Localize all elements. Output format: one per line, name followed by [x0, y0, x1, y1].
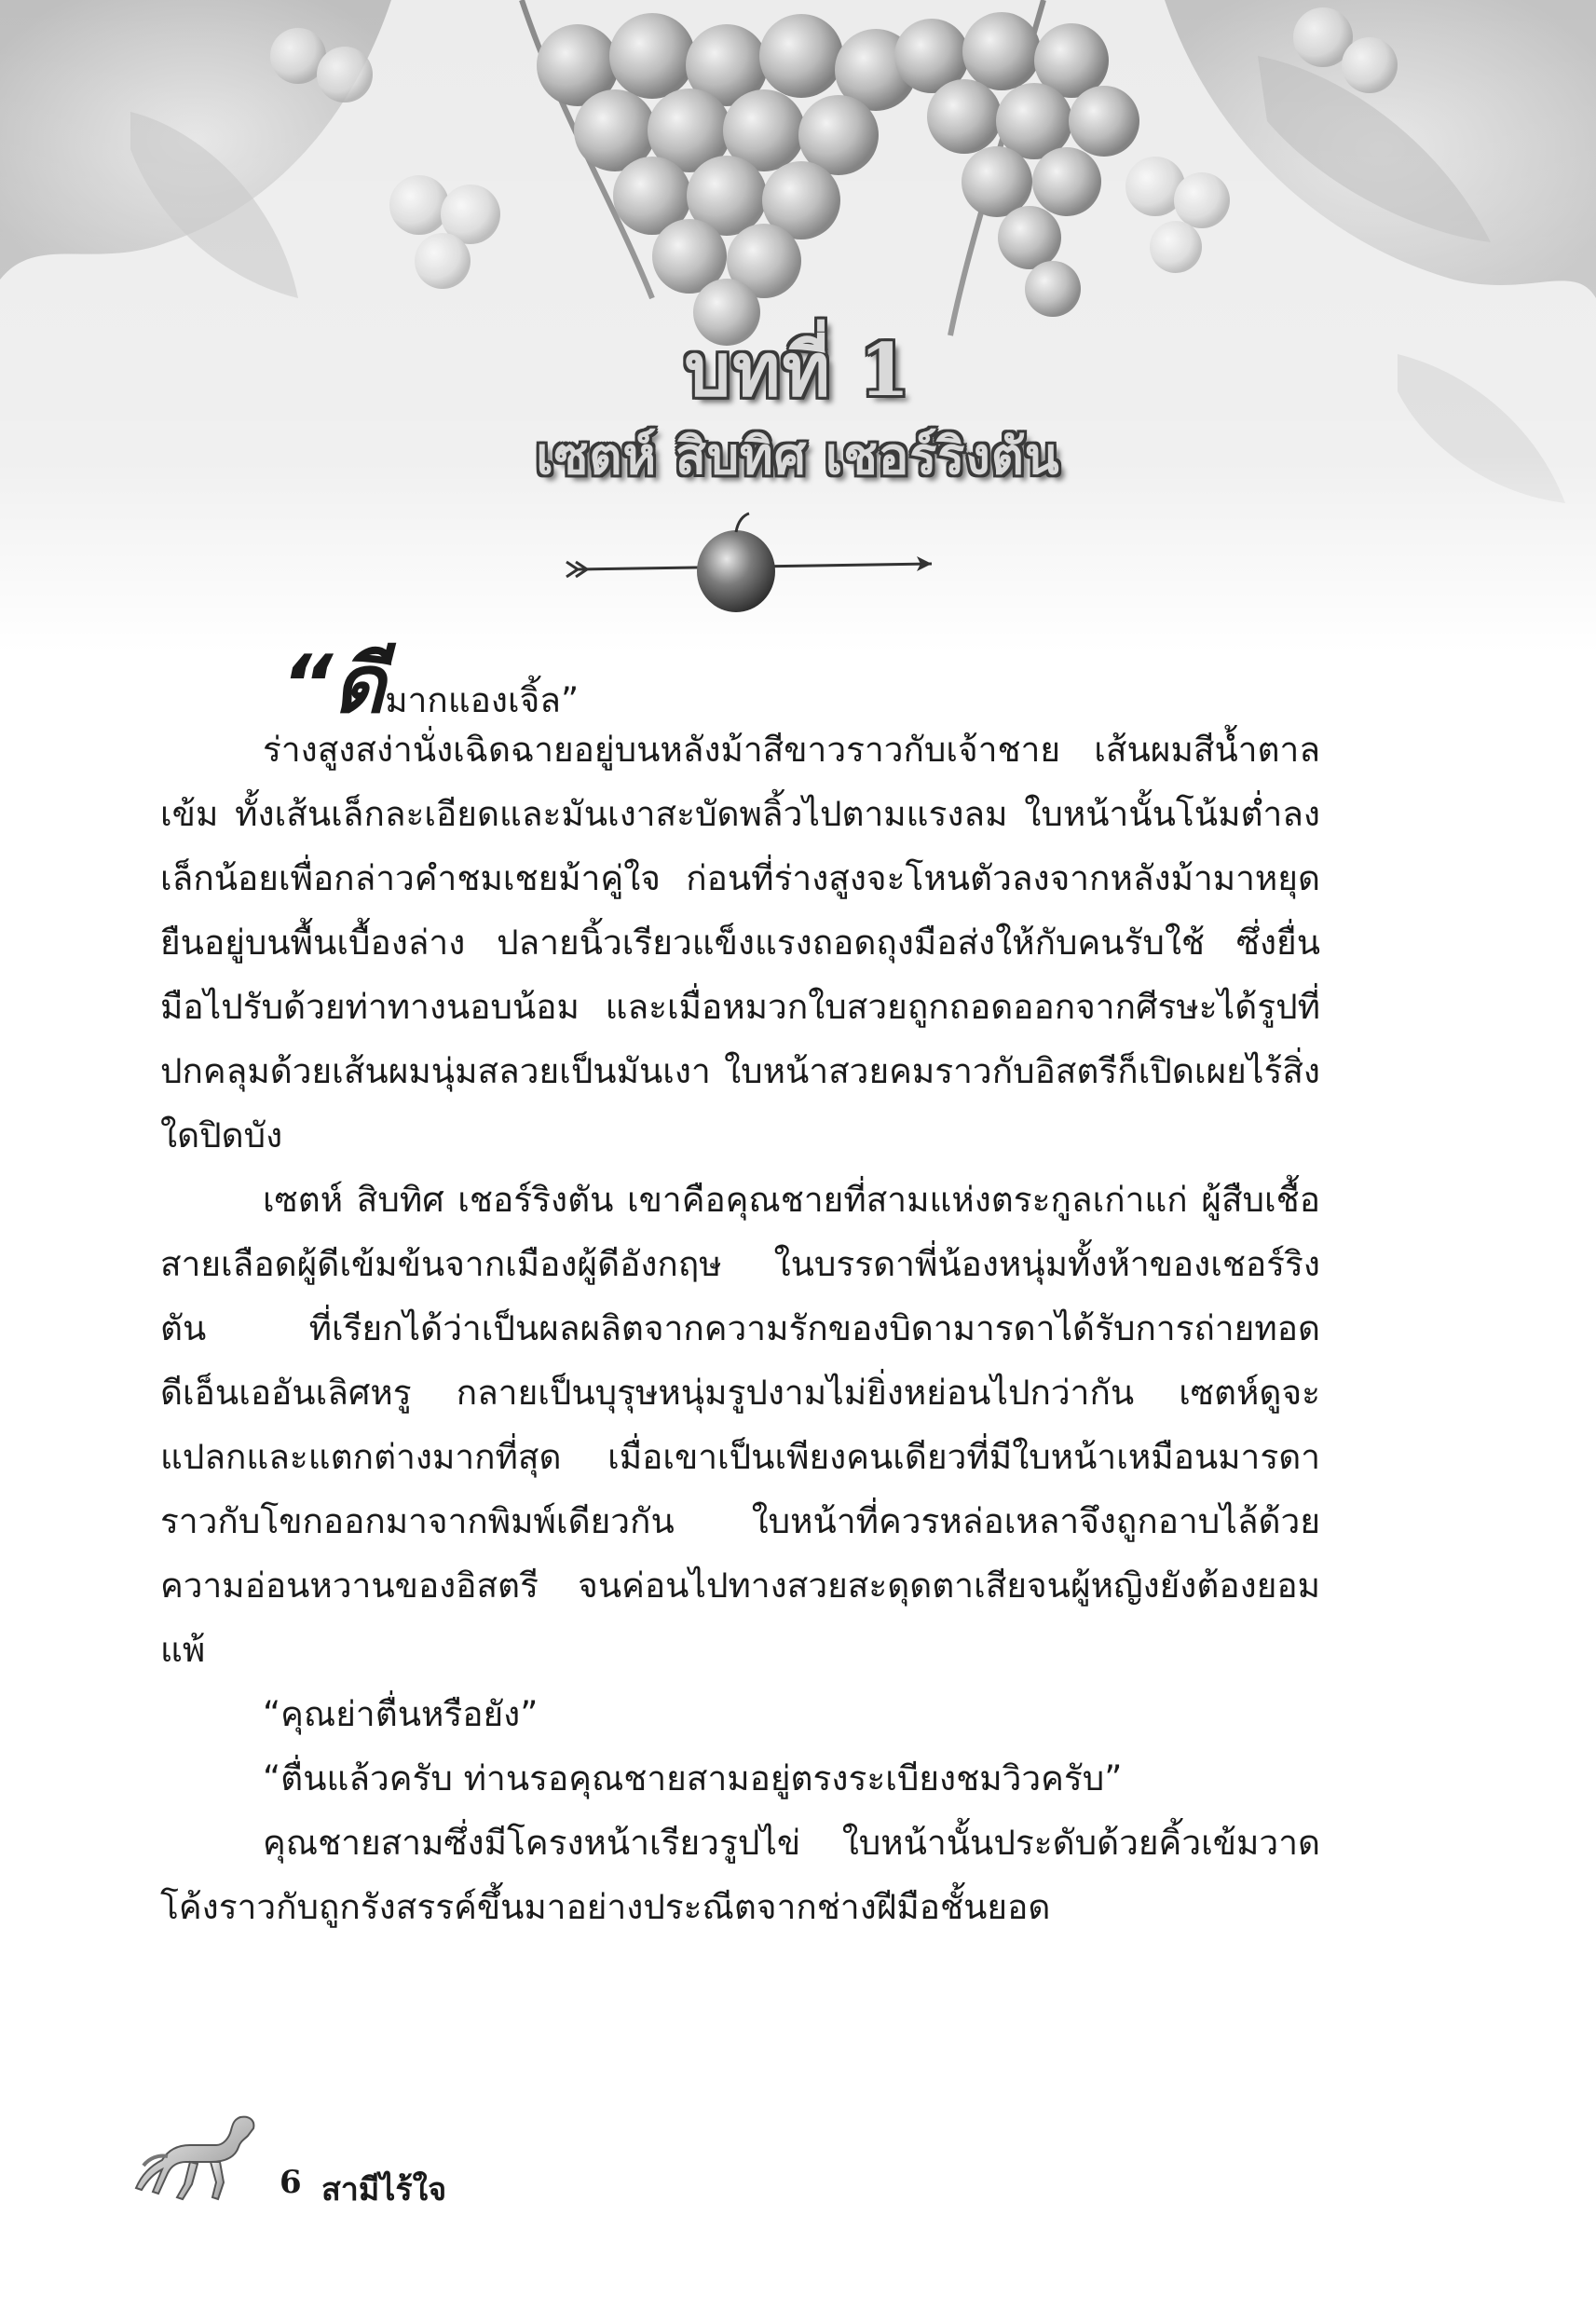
paragraph-1: ร่างสูงสง่านั่งเฉิดฉายอยู่บนหลังม้าสีขาวราวกับเจ้าชาย เส้นผมสีน้ำตาลเข้ม ทั้งเส้นเล็กละเอียดและมันเงาสะบัดพลิ้วไปตามแรงลม ใบหน้านั้นโน้มต่ำลงเล็กน้อยเพื่อกล่าวคำชมเชยม้าคู่ใจ ก่อนที่ร่างสูงจะโหนตัวลงจากหลังม้ามาหยุดยืนอยู่บนพื้นเบื้องล่าง ปลายนิ้วเรียวแข็งแรงถอดถุงมือส่งให้กับคนรับใช้ ซึ่งยื่นมือไปรับด้วยท่าทางนอบน้อม และเมื่อหมวกใบสวยถูกถอดออกจากศีรษะได้รูปที่ปกคลุมด้วยเส้นผมนุ่มสลวยเป็นมันเงา ใบหน้าสวยคมราวกับอิสตรีก็เปิดเผยไร้สิ่งใดปิดบัง: [160, 730, 1320, 1156]
opening-line: [160, 615, 1320, 732]
opening-quote-mark: “: [281, 638, 334, 732]
body-text: [160, 615, 1320, 2106]
page-footer: [130, 2108, 689, 2210]
opening-rest: มากแองเจิ้ล”: [385, 680, 580, 720]
paragraph-5: คุณชายสามซึ่งมีโครงหน้าเรียวรูปไข่ ใบหน้านั้นประดับด้วยคิ้วเข้มวาดโค้งราวกับถูกรังสรรค์ขึ้นมาอย่างประณีตจากช่างฝีมือชั้นยอด: [160, 1823, 1320, 1927]
chapter-number: บทที่ 1: [684, 328, 912, 413]
paragraph-4: “ตื่นแล้วครับ ท่านรอคุณชายสามอยู่ตรงระเบียงชมวิวครับ”: [263, 1758, 1123, 1798]
chapter-title: เซตห์ สิบทิศ เชอร์ริงตัน: [536, 426, 1060, 485]
paragraph-3: “คุณย่าตื่นหรือยัง”: [263, 1694, 539, 1734]
apple-arrow-icon: [559, 508, 950, 623]
paragraph-2: เซตห์ สิบทิศ เชอร์ริงตัน เขาคือคุณชายที่สามแห่งตระกูลเก่าแก่ ผู้สืบเชื้อสายเลือดผู้ดีเข้มข้นจากเมืองผู้ดีอังกฤษ ในบรรดาพี่น้องหนุ่มทั้งห้าของเชอร์ริงตัน ที่เรียกได้ว่าเป็นผลผลิตจากความรักของบิดามารดาได้รับการถ่ายทอดดีเอ็นเออันเลิศหรู กลายเป็นบุรุษหนุ่มรูปงามไม่ยิ่งหย่อนไปกว่ากัน เซตห์ดูจะแปลกและแตกต่างมากที่สุด เมื่อเขาเป็นเพียงคนเดียวที่มีใบหน้าเหมือนมารดาราวกับโขกออกมาจากพิมพ์เดียวกัน ใบหน้าที่ควรหล่อเหลาจึงถูกอาบไล้ด้วยความอ่อนหวานของอิสตรี จนค่อนไปทางสวยสะดุดตาเสียจนผู้หญิงยังต้องยอมแพ้: [160, 1180, 1320, 1670]
book-title: สามีไร้ใจ: [321, 2171, 447, 2208]
horse-icon: [130, 2108, 270, 2214]
dropcap: ดี: [333, 638, 386, 732]
page-number: 6: [280, 2164, 302, 2201]
